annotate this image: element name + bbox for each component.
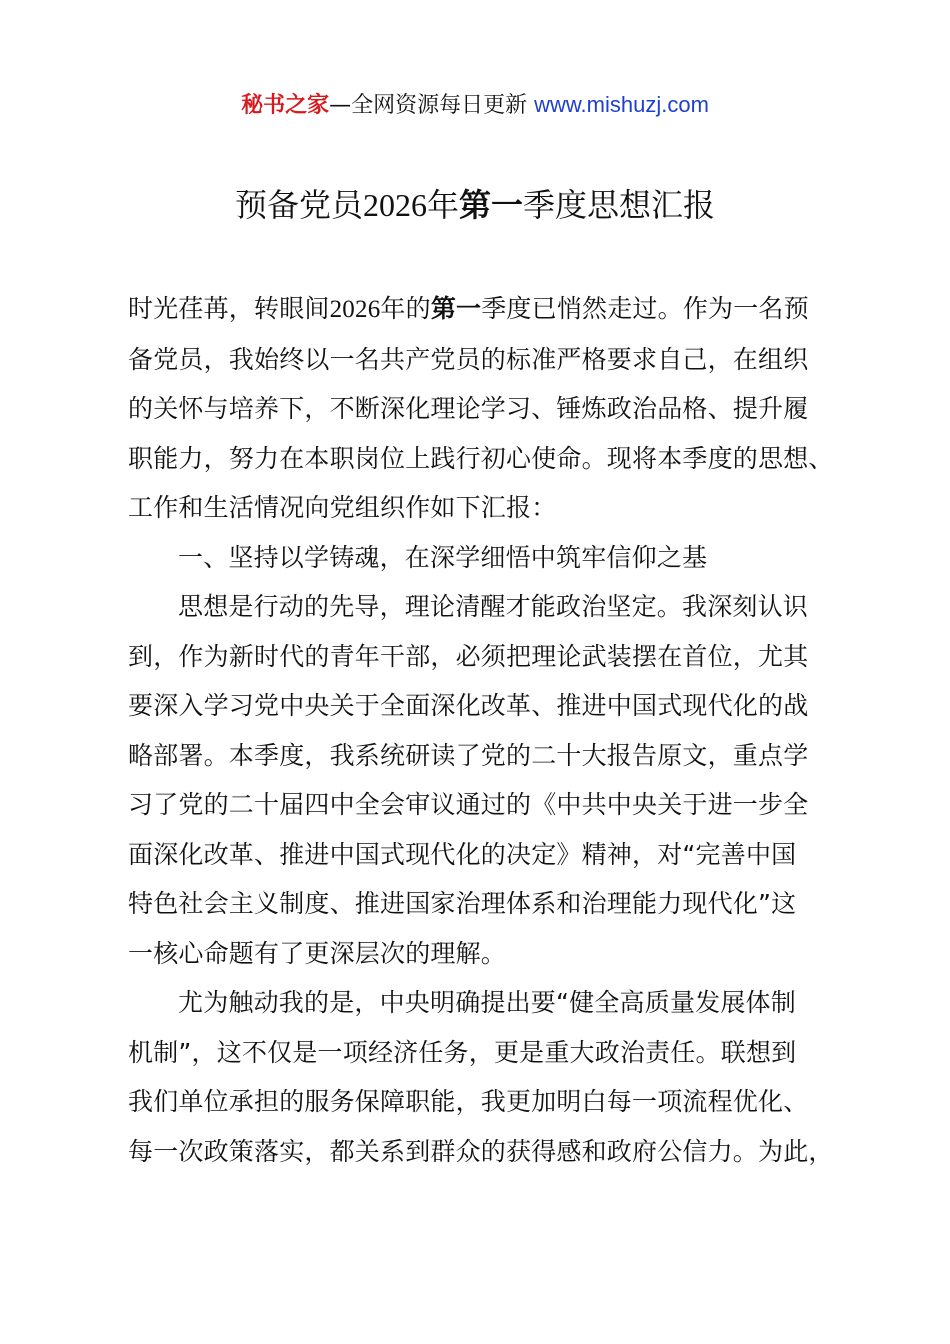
body-paragraph [128,978,838,1176]
intro-line: 职能力，努力在本职岗位上践行初心使命。现将本季度的思想、 [128,443,834,473]
paragraph-line: 一核心命题有了更深层次的理解。 [128,938,507,968]
document-body [128,284,838,1176]
paragraph-line: 要深入学习党中央关于全面深化改革、推进中国式现代化的战 [128,691,809,720]
paragraph-line: 我们单位承担的服务保障职能，我更加明白每一项流程优化、 [128,1087,809,1116]
title-rest: 季度思想汇报 [523,186,716,224]
section-heading-paragraph [128,533,838,583]
intro-text: 年的 [380,294,431,323]
intro-line: 备党员，我始终以一名共产党员的标准严格要求自己，在组织 [128,344,809,374]
title-prefix: 预备党员 [234,186,363,224]
title-year-suffix: 年 [426,186,459,224]
intro-line: 工作和生活情况向党组织作如下汇报： [128,493,557,522]
intro-line [128,284,838,335]
paragraph-line: 到，作为新时代的青年干部，必须把理论武装摆在首位，尤其 [128,641,809,671]
document-title [0,182,950,228]
paragraph-line: 机制”，这不仅是一项经济任务，更是重大政治责任。联想到 [128,1037,797,1067]
site-header [0,88,950,123]
paragraph-line: 思想是行动的先导，理论清醒才能政治坚定。我深刻认识 [178,592,809,621]
paragraph-line: 略部署。本季度，我系统研读了党的二十大报告原文，重点学 [128,740,809,770]
title-year: 2026 [362,187,427,223]
site-url-link[interactable]: www.mishuzj.com [534,92,709,117]
section-heading: 一、坚持以学铸魂，在深学细悟中筑牢信仰之基 [178,542,708,572]
intro-paragraph [128,284,838,533]
paragraph-line: 特色社会主义制度、推进国家治理体系和治理能力现代化”这 [128,889,797,918]
intro-year: 2026 [329,296,381,323]
intro-line: 的关怀与培养下，不断深化理论学习、锤炼政治品格、提升履 [128,394,809,423]
body-paragraph [128,582,838,978]
intro-bold: 第一 [430,294,482,323]
title-bold: 第一 [459,186,524,224]
paragraph-line: 尤为触动我的是，中央明确提出要“健全高质量发展体制 [178,988,796,1017]
paragraph-line: 习了党的二十届四中全会审议通过的《中共中央关于进一步全 [128,790,809,819]
header-tagline: —全网资源每日更新 [329,93,535,118]
brand-name: 秘书之家 [241,93,330,118]
paragraph-line: 面深化改革、推进中国式现代化的决定》精神，对“完善中国 [128,839,797,869]
intro-text: 季度已悄然走过。作为一名预 [481,294,809,323]
paragraph-line: 每一次政策落实，都关系到群众的获得感和政府公信力。为此， [128,1136,834,1166]
intro-text: 时光荏苒，转眼间 [128,294,330,323]
